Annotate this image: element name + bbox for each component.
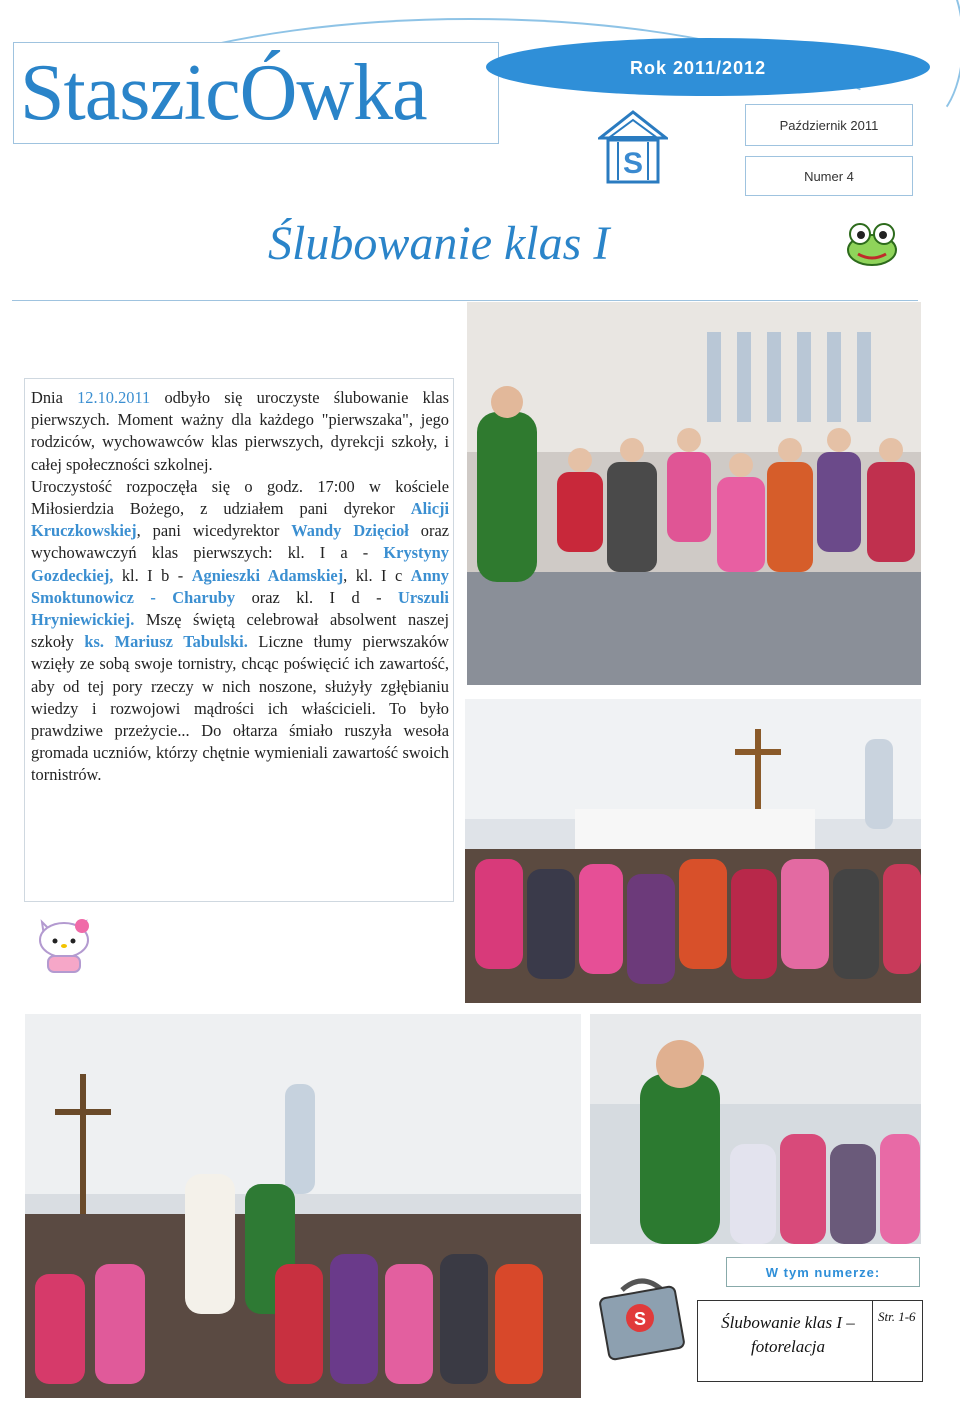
article-paragraph-1 xyxy=(31,387,449,476)
svg-text:S: S xyxy=(633,1309,647,1329)
toc-box xyxy=(697,1300,923,1382)
toc-item-page: Str. 1-6 xyxy=(878,1309,916,1324)
highlighted-name: Krystyny Gozdeckiej, xyxy=(31,543,449,585)
highlighted-name: Agnieszki Adamskiej xyxy=(191,565,344,585)
event-date: 12.10.2011 xyxy=(77,388,151,407)
article-box xyxy=(24,378,454,902)
issue-number: Numer 4 xyxy=(804,168,854,184)
article-text: Uroczystość rozpoczęła się o godz. 17:00 w kościele Miłosierdzia Bożego, z udziałem pani dyrekor xyxy=(31,476,449,519)
masthead xyxy=(13,42,499,144)
toc-divider xyxy=(872,1301,873,1381)
highlighted-name: Anny Smoktunowicz - Charuby xyxy=(31,565,449,607)
kitty-mascot-icon xyxy=(34,916,94,979)
article-text: Dnia xyxy=(31,388,78,407)
issue-number-box xyxy=(745,156,913,196)
school-bag-icon xyxy=(596,1270,688,1367)
masthead-title: StaszicÓwka xyxy=(20,49,427,137)
article-body xyxy=(31,387,449,787)
article-text: Mszę świętą celebrował absolwent naszej szkoły xyxy=(31,610,449,652)
article-paragraph-2 xyxy=(31,476,449,787)
article-text: , pani wicedyrektor xyxy=(136,521,292,541)
photo-priest-with-children xyxy=(467,302,921,685)
article-text: oraz kl. I d - xyxy=(235,587,398,607)
year-badge xyxy=(486,38,930,96)
toc-heading: W tym numerze: xyxy=(726,1257,920,1287)
year-label: Rok 2011/2012 xyxy=(630,58,767,78)
issue-month-box xyxy=(745,104,913,146)
page-title: Ślubowanie klas I xyxy=(268,217,610,270)
article-text: Liczne tłumy pierwszaków wzięły ze sobą swoje tornistry, chcąc poświęcić ich zawartość, aby od tej pory rzeczy w nich noszone, służyły zgłębianiu wiedzy i rozwojowi mądrości ich właścicieli. To było prawdziwe przeżycie... Do ołtarza śmiało ruszyła wesoła gromada uczniów, którzy chętnie wymieniali zawartość swoich tornistrów. xyxy=(31,632,449,785)
logo-letter: S xyxy=(622,147,644,180)
article-text: oraz wychowawczyń klas pierwszych: kl. I a - xyxy=(31,521,449,563)
toc-item-label[interactable]: Ślubowanie klas I – fotorelacja xyxy=(721,1313,855,1356)
photo-altar-crowd xyxy=(465,699,921,1003)
article-text: odbyło się uroczyste ślubowanie klas pierwszych. Moment ważny dla każdego "pierwszaka", jego rodziców, wychowawców klas pierwszych, dyrekcji szkoły, i całej społeczności szkolnej. xyxy=(31,388,449,474)
photo-blessing-children xyxy=(25,1014,581,1398)
highlighted-name: Alicji Kruczkowskiej xyxy=(31,499,449,541)
highlighted-name: Urszuli Hryniewickiej. xyxy=(31,587,449,630)
title-underline xyxy=(12,300,918,301)
school-logo xyxy=(598,110,668,186)
highlighted-name: ks. Mariusz Tabulski. xyxy=(84,632,248,652)
frog-mascot-icon xyxy=(846,222,898,271)
highlighted-name: Wandy Dzięcioł xyxy=(291,521,409,541)
issue-month: Październik 2011 xyxy=(779,117,879,133)
photo-priest-microphone xyxy=(590,1014,921,1244)
article-text: , kl. I c xyxy=(343,565,411,585)
article-text: kl. I b - xyxy=(113,565,192,585)
